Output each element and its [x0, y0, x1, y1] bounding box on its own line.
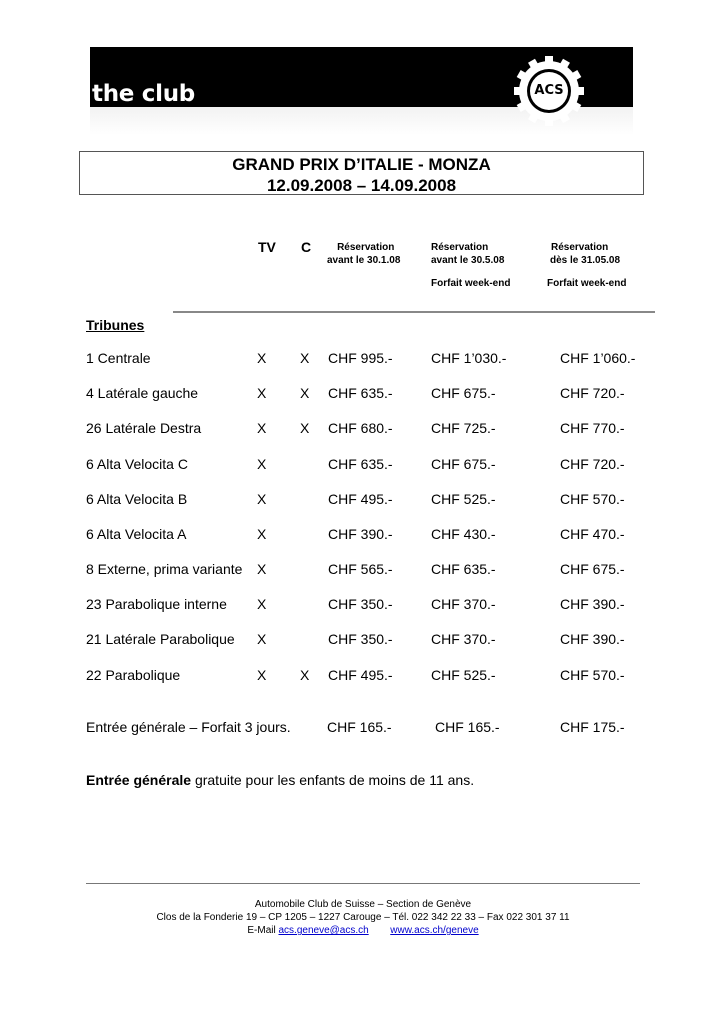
row-name: 6 Alta Velocita B — [86, 491, 188, 507]
row-price-1: CHF 565.- — [328, 561, 393, 577]
children-note-bold: Entrée générale — [86, 772, 192, 788]
event-dates: 12.09.2008 – 14.09.2008 — [266, 176, 457, 195]
row-tv: X — [257, 631, 267, 647]
general-admission-price-2: CHF 165.- — [435, 719, 500, 735]
row-name: 22 Parabolique — [86, 667, 181, 683]
header-col1-line2: avant le 30.1.08 — [327, 255, 401, 266]
row-price-1: CHF 350.- — [328, 596, 393, 612]
row-name: 23 Parabolique interne — [86, 596, 227, 612]
row-c: X — [300, 667, 310, 683]
table-row — [0, 350, 724, 370]
children-note — [86, 772, 474, 788]
header-c: C — [301, 239, 312, 255]
row-price-2: CHF 430.- — [431, 526, 496, 542]
children-note-text: gratuite pour les enfants de moins de 11 ans. — [191, 772, 475, 788]
row-tv: X — [257, 385, 267, 401]
table-row — [0, 385, 724, 405]
row-c: X — [300, 350, 310, 366]
header-col3-line3: Forfait week-end — [547, 278, 627, 289]
logo-text: ACS — [534, 83, 564, 98]
row-tv: X — [257, 350, 267, 366]
footer-address: Clos de la Fonderie 19 – CP 1205 – 1227 Carouge – Tél. 022 342 22 33 – Fax 022 301 37 11 — [156, 912, 570, 923]
footer — [86, 898, 640, 937]
row-price-3: CHF 770.- — [560, 420, 625, 436]
general-admission-label: Entrée générale – Forfait 3 jours. — [86, 719, 291, 735]
row-price-1: CHF 495.- — [328, 491, 393, 507]
table-row — [0, 491, 724, 511]
row-tv: X — [257, 526, 267, 542]
header-col1 — [329, 241, 400, 267]
header-divider — [173, 311, 655, 313]
row-name: 21 Latérale Parabolique — [86, 631, 235, 647]
header-col3 — [547, 241, 626, 290]
row-price-1: CHF 635.- — [328, 456, 393, 472]
general-admission-row — [0, 719, 724, 739]
header-col1-line1: Réservation — [337, 242, 395, 253]
row-name: 6 Alta Velocita A — [86, 526, 187, 542]
acs-logo — [514, 52, 584, 130]
row-name: 4 Latérale gauche — [86, 385, 199, 401]
row-c: X — [300, 420, 310, 436]
row-name: 6 Alta Velocita C — [86, 456, 188, 472]
header-col3-line2: dès le 31.05.08 — [550, 255, 621, 266]
header-tv: TV — [258, 239, 276, 255]
row-name: 1 Centrale — [86, 350, 151, 366]
row-price-2: CHF 675.- — [431, 456, 496, 472]
row-price-2: CHF 370.- — [431, 596, 496, 612]
row-price-2: CHF 675.- — [431, 385, 496, 401]
banner-title: the club — [92, 81, 195, 107]
row-price-2: CHF 635.- — [431, 561, 496, 577]
row-price-1: CHF 680.- — [328, 420, 393, 436]
row-price-3: CHF 570.- — [560, 667, 625, 683]
header-col3-line1: Réservation — [551, 242, 609, 253]
table-row — [0, 526, 724, 546]
row-name: 8 Externe, prima variante — [86, 561, 243, 577]
general-admission-price-3: CHF 175.- — [560, 719, 625, 735]
footer-contact — [86, 924, 640, 937]
row-price-2: CHF 1’030.- — [431, 350, 507, 366]
page-title: GRAND PRIX D’ITALIE - MONZA — [232, 155, 491, 174]
table-row — [0, 631, 724, 651]
table-row — [0, 667, 724, 687]
table-row — [0, 561, 724, 581]
row-price-3: CHF 570.- — [560, 491, 625, 507]
row-price-1: CHF 495.- — [328, 667, 393, 683]
header-col2-line2: avant le 30.5.08 — [431, 255, 505, 266]
website-link[interactable]: www.acs.ch/geneve — [390, 925, 479, 936]
row-price-3: CHF 390.- — [560, 596, 625, 612]
row-price-3: CHF 1’060.- — [560, 350, 636, 366]
footer-divider — [86, 883, 640, 884]
title-box — [79, 151, 644, 195]
row-price-1: CHF 350.- — [328, 631, 393, 647]
section-title: Tribunes — [86, 317, 145, 333]
row-price-1: CHF 635.- — [328, 385, 393, 401]
table-row — [0, 596, 724, 616]
row-name: 26 Latérale Destra — [86, 420, 202, 436]
row-price-2: CHF 725.- — [431, 420, 496, 436]
row-price-1: CHF 995.- — [328, 350, 393, 366]
row-price-2: CHF 370.- — [431, 631, 496, 647]
row-price-3: CHF 470.- — [560, 526, 625, 542]
row-tv: X — [257, 491, 267, 507]
row-price-2: CHF 525.- — [431, 491, 496, 507]
row-price-2: CHF 525.- — [431, 667, 496, 683]
row-tv: X — [257, 667, 267, 683]
header-col2-line3: Forfait week-end — [431, 278, 511, 289]
row-price-3: CHF 675.- — [560, 561, 625, 577]
row-price-1: CHF 390.- — [328, 526, 393, 542]
row-price-3: CHF 390.- — [560, 631, 625, 647]
table-row — [0, 420, 724, 440]
footer-email-label: E-Mail — [247, 925, 279, 936]
row-tv: X — [257, 456, 267, 472]
row-tv: X — [257, 561, 267, 577]
header-col2 — [431, 241, 510, 290]
footer-org: Automobile Club de Suisse – Section de Genève — [254, 899, 472, 910]
row-c: X — [300, 385, 310, 401]
email-link[interactable]: acs.geneve@acs.ch — [278, 925, 369, 936]
header-col2-line1: Réservation — [431, 242, 489, 253]
table-row — [0, 456, 724, 476]
row-price-3: CHF 720.- — [560, 385, 625, 401]
row-tv: X — [257, 420, 267, 436]
row-tv: X — [257, 596, 267, 612]
row-price-3: CHF 720.- — [560, 456, 625, 472]
general-admission-price-1: CHF 165.- — [327, 719, 392, 735]
